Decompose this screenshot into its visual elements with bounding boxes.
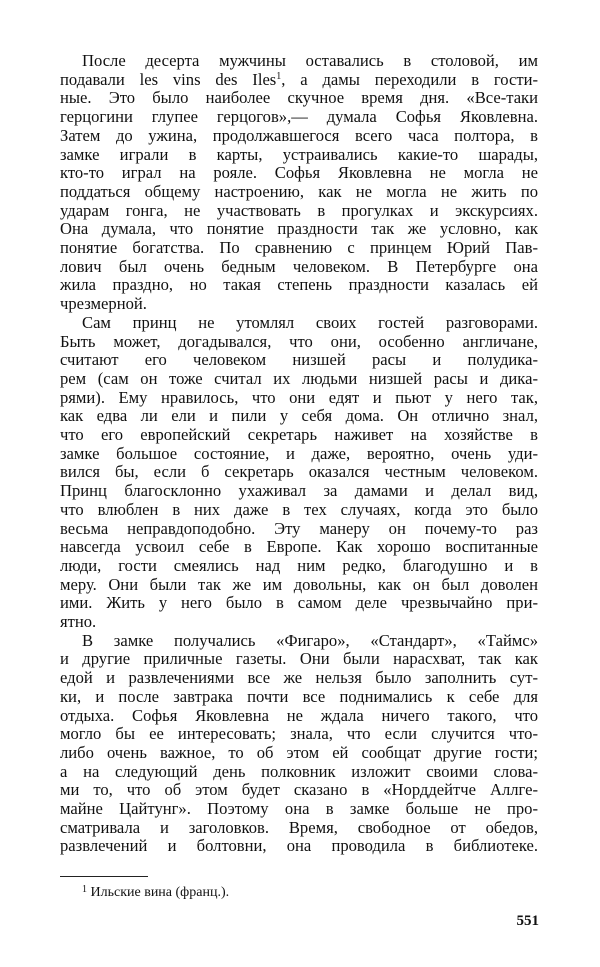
text-line: жила праздно, но такая степень праздности казалась ей <box>60 275 538 295</box>
footnote-text: Ильские вина (франц.). <box>90 885 230 900</box>
text-line: чрезмерной. <box>60 294 147 314</box>
text-line: сматривала и заголовков. Время, свободное от обедов, <box>60 817 538 837</box>
text-line: ударам гонга, не участвовать в прогулках и экскурсиях. <box>60 200 538 220</box>
text-line: развлечений и болтовни, она проводила в библиотеке. <box>60 836 538 856</box>
footnote-reference: 1 <box>276 70 282 82</box>
text-line-with-footnote <box>60 71 538 90</box>
footnote <box>82 879 482 904</box>
text-line: весьма неправдоподобно. Эту манеру он почему-то раз <box>60 518 538 538</box>
text-line: считают его человеком низшей расы и полудика- <box>60 350 538 370</box>
text-line: что его европейский секретарь наживет на хозяйстве в <box>60 425 538 444</box>
text-line: едой и развлечениями все же нельзя было заполнить сут- <box>60 668 538 688</box>
text-line: могло бы ее интересовать; знала, что если случится что- <box>60 724 538 744</box>
text-line: Сам принц не утомлял своих гостей разговорами. <box>82 312 538 332</box>
text-line: рями). Ему нравилось, что они едят и пьют у него так, <box>60 387 538 407</box>
footnote-mark: 1 <box>82 884 87 895</box>
text-line: поддаться общему настроению, как не могла не жить по <box>60 181 538 201</box>
text-fragment: подавали les vins des Iles <box>60 69 277 89</box>
text-line: что влюблен в них даже в тех случаях, когда это было <box>60 499 538 519</box>
text-line: ими. Жить у него было в самом деле чрезвычайно при- <box>60 593 538 613</box>
text-line: После десерта мужчины оставались в столовой, им <box>82 51 538 70</box>
text-line: меру. Они были так же им довольны, как он был доволен <box>60 574 538 594</box>
text-line: замке играли в карты, устраивались какие-то шарады, <box>60 144 538 164</box>
text-line: ки, и после завтрака почти все поднимались к себе для <box>60 686 538 706</box>
text-line: лович был очень бедным человеком. В Петербурге она <box>60 256 538 276</box>
text-line: рем (сам он тоже считал их людьми низшей расы и дика- <box>60 368 538 388</box>
text-line: и другие приличные газеты. Они были нарасхват, так как <box>60 649 538 669</box>
text-line: Принц благосклонно ухаживал за дамами и делал вид, <box>60 481 538 501</box>
text-line: люди, гости смеялись над ним редко, благодушно и в <box>60 555 538 575</box>
text-line: отдыха. Софья Яковлевна не ждала ничего такого, что <box>60 705 538 725</box>
text-fragment: , а дамы переходили в гости- <box>281 69 538 89</box>
text-line: навсегда усвоил себе в Европе. Как хорошо воспитанные <box>60 537 538 557</box>
text-line: замке большое состояние, и даже, вероятно, очень уди- <box>60 443 538 463</box>
text-line: майне Цайтунг». Поэтому она в замке больше не про- <box>60 799 538 818</box>
text-line: либо очень важное, то об этом ей сообщат другие гости; <box>60 742 538 762</box>
text-line: ятно. <box>60 612 97 631</box>
text-line: ные. Это было наиболее скучное время дня. «Все-таки <box>60 88 538 108</box>
text-line: как едва ли ели и пили у себя дома. Он отлично знал, <box>60 406 538 426</box>
text-line: герцогини глупее герцогов»,— думала Софья Яковлевна. <box>60 107 538 127</box>
text-line: вился бы, если б секретарь оказался честным человеком. <box>60 462 538 482</box>
text-line: кто-то играл на рояле. Софья Яковлевна не могла не <box>60 163 538 183</box>
text-line: а на следующий день полковник изложит своими слова- <box>60 761 538 781</box>
text-line: ми то, что об этом будет сказано в «Норддейтче Аллге- <box>60 780 538 800</box>
text-line: Она думала, что понятие праздности так же условно, как <box>60 219 538 239</box>
page-number: 551 <box>516 913 539 929</box>
text-line: Быть может, догадывался, что они, особенно англичане, <box>60 331 538 351</box>
footnote-divider <box>60 876 148 877</box>
text-line: В замке получались «Фигаро», «Стандарт», «Таймс» <box>82 630 538 650</box>
text-line: Затем до ужина, продолжавшегося всего часа полтора, в <box>60 125 538 145</box>
text-line: понятие богатства. По сравнению с принцем Юрий Пав- <box>60 238 538 257</box>
